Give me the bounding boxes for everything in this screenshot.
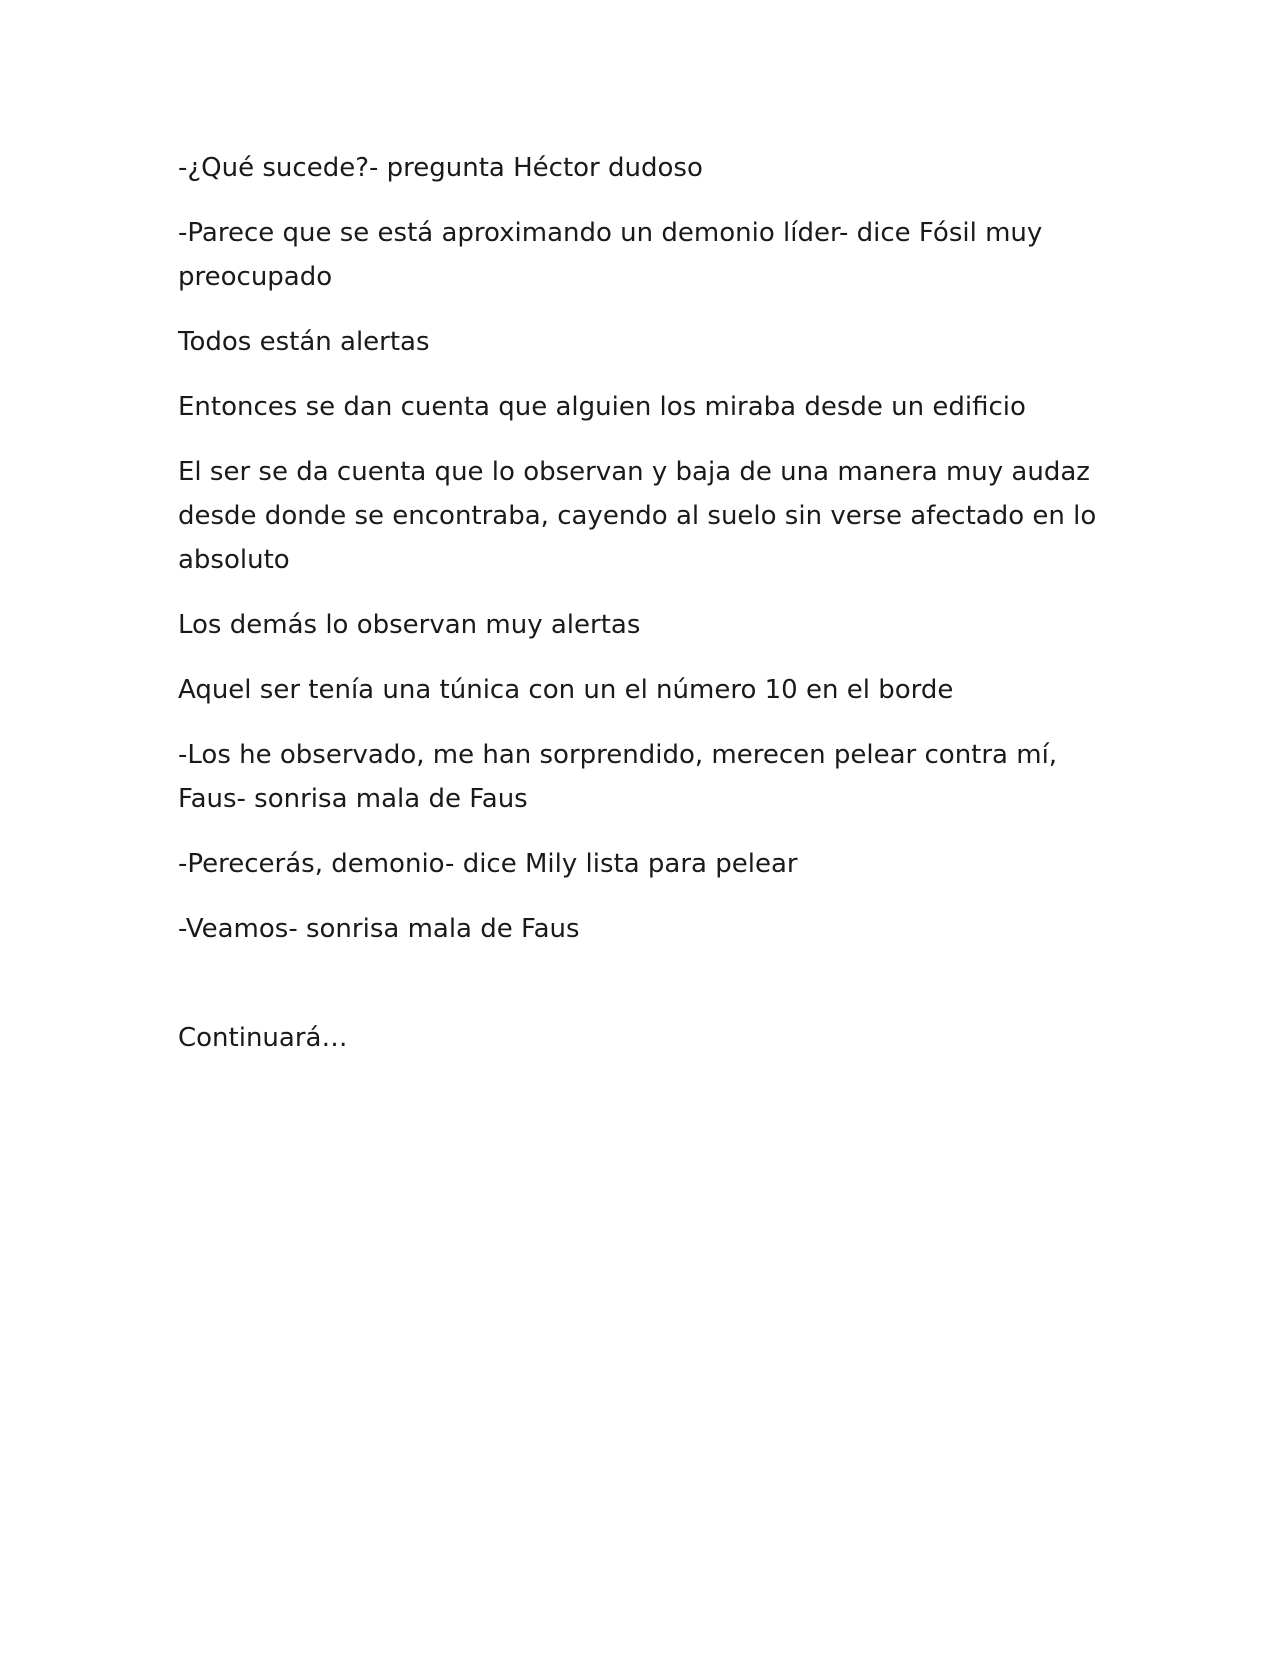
paragraph: Entonces se dan cuenta que alguien los miraba desde un edificio — [178, 392, 1026, 422]
paragraph: -¿Qué sucede?- pregunta Héctor dudoso — [178, 153, 703, 183]
paragraph: Aquel ser tenía una túnica con un el número 10 en el borde — [178, 675, 954, 705]
paragraph: El ser se da cuenta que lo observan y baja de una manera muy audaz desde donde se encontraba, cayendo al suelo sin verse afectado en lo absoluto — [178, 457, 1097, 575]
paragraph: -Los he observado, me han sorprendido, merecen pelear contra mí, Faus- sonrisa mala de Faus — [178, 740, 1058, 814]
paragraph: -Parece que se está aproximando un demonio líder- dice Fósil muy preocupado — [178, 218, 1043, 292]
document-body — [178, 146, 1098, 1081]
paragraph: -Veamos- sonrisa mala de Faus — [178, 914, 580, 944]
paragraph: Los demás lo observan muy alertas — [178, 610, 641, 640]
paragraph: -Perecerás, demonio- dice Mily lista para pelear — [178, 849, 798, 879]
closing-line: Continuará… — [178, 1023, 348, 1053]
blank-line — [178, 972, 1098, 1016]
paragraph: Todos están alertas — [178, 327, 430, 357]
